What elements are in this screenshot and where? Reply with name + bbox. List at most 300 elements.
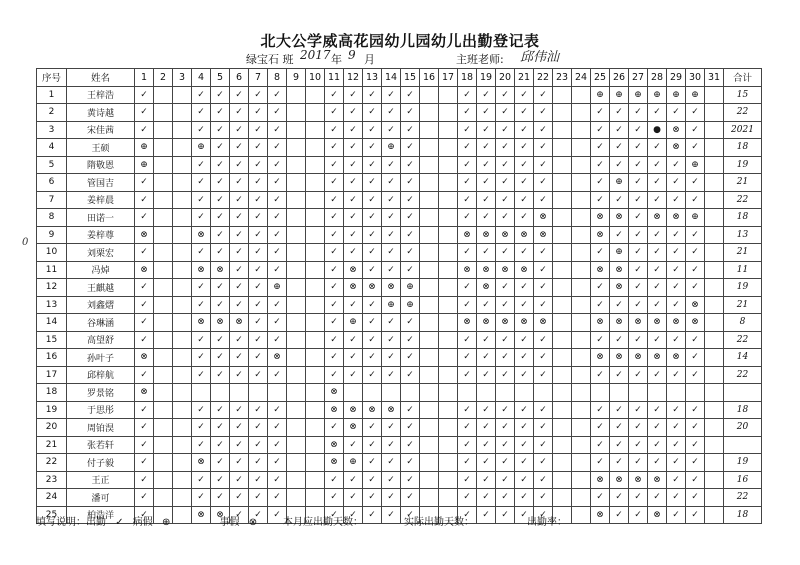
- attendance-mark: ⊗: [667, 121, 686, 139]
- attendance-mark: [572, 104, 591, 122]
- attendance-mark: ✓: [496, 174, 515, 192]
- attendance-mark: ✓: [534, 401, 553, 419]
- attendance-mark: ✓: [249, 366, 268, 384]
- attendance-mark: [306, 436, 325, 454]
- attendance-mark: ✓: [629, 104, 648, 122]
- attendance-mark: [287, 156, 306, 174]
- attendance-mark: ✓: [211, 489, 230, 507]
- attendance-mark: ✓: [363, 209, 382, 227]
- attendance-mark: ✓: [325, 471, 344, 489]
- attendance-mark: [420, 226, 439, 244]
- attendance-mark: ✓: [192, 244, 211, 262]
- attendance-mark: ✓: [249, 121, 268, 139]
- attendance-mark: [439, 314, 458, 332]
- header-row: [37, 69, 762, 87]
- attendance-mark: [306, 296, 325, 314]
- attendance-mark: ⊗: [591, 226, 610, 244]
- attendance-mark: [553, 349, 572, 367]
- header-day-13: 13: [363, 69, 382, 87]
- attendance-mark: [173, 296, 192, 314]
- attendance-mark: ✓: [591, 489, 610, 507]
- attendance-mark: ⊗: [211, 314, 230, 332]
- attendance-mark: [173, 401, 192, 419]
- attendance-mark: ✓: [534, 139, 553, 157]
- attendance-mark: [173, 174, 192, 192]
- attendance-mark: ✓: [268, 296, 287, 314]
- student-name: 宋佳茜: [67, 121, 135, 139]
- attendance-mark: [705, 384, 724, 402]
- attendance-mark: ✓: [249, 104, 268, 122]
- personal-leave-label: 事假: [219, 517, 240, 528]
- attendance-mark: ⊗: [192, 261, 211, 279]
- attendance-mark: ✓: [249, 436, 268, 454]
- attendance-mark: ✓: [211, 121, 230, 139]
- attendance-mark: [173, 191, 192, 209]
- attendance-mark: ✓: [230, 419, 249, 437]
- student-name: 柏浩洋: [67, 506, 135, 524]
- student-name: 孙叶子: [67, 349, 135, 367]
- attendance-mark: ✓: [458, 209, 477, 227]
- attendance-mark: ⊗: [667, 349, 686, 367]
- attendance-mark: ✓: [477, 104, 496, 122]
- attendance-mark: ✓: [458, 471, 477, 489]
- attendance-mark: ✓: [686, 349, 705, 367]
- attendance-mark: ✓: [268, 419, 287, 437]
- attendance-mark: ✓: [667, 419, 686, 437]
- attendance-mark: ✓: [401, 226, 420, 244]
- attendance-mark: ✓: [230, 139, 249, 157]
- attendance-mark: ✓: [135, 209, 154, 227]
- header-day-3: 3: [173, 69, 192, 87]
- attendance-mark: ✓: [401, 366, 420, 384]
- attendance-mark: ✓: [325, 366, 344, 384]
- attendance-mark: [173, 489, 192, 507]
- row-total: [724, 384, 762, 402]
- attendance-mark: ✓: [230, 244, 249, 262]
- attendance-mark: ✓: [458, 104, 477, 122]
- attendance-mark: ✓: [534, 104, 553, 122]
- attendance-mark: [287, 454, 306, 472]
- attendance-mark: ✓: [648, 261, 667, 279]
- attendance-mark: ✓: [610, 139, 629, 157]
- attendance-mark: [572, 244, 591, 262]
- attendance-mark: ✓: [534, 261, 553, 279]
- attendance-mark: ✓: [515, 86, 534, 104]
- attendance-mark: ✓: [477, 191, 496, 209]
- attendance-mark: [553, 261, 572, 279]
- attendance-mark: ✓: [534, 244, 553, 262]
- attendance-mark: ✓: [344, 244, 363, 262]
- attendance-mark: ✓: [211, 419, 230, 437]
- attendance-mark: [287, 349, 306, 367]
- attendance-mark: [154, 349, 173, 367]
- attendance-mark: ⊗: [534, 226, 553, 244]
- attendance-mark: ✓: [325, 296, 344, 314]
- attendance-mark: ✓: [382, 121, 401, 139]
- attendance-mark: ✓: [249, 191, 268, 209]
- attendance-mark: ✓: [667, 401, 686, 419]
- attendance-mark: [173, 331, 192, 349]
- attendance-mark: [572, 156, 591, 174]
- attendance-mark: [705, 139, 724, 157]
- attendance-mark: ✓: [363, 314, 382, 332]
- attendance-mark: ✓: [135, 489, 154, 507]
- attendance-mark: ✓: [629, 139, 648, 157]
- attendance-mark: ⊗: [477, 226, 496, 244]
- attendance-mark: ✓: [135, 506, 154, 524]
- attendance-mark: [420, 244, 439, 262]
- attendance-mark: ✓: [363, 454, 382, 472]
- attendance-mark: ✓: [344, 191, 363, 209]
- attendance-mark: ✓: [629, 436, 648, 454]
- attendance-mark: ✓: [135, 174, 154, 192]
- attendance-mark: ✓: [477, 121, 496, 139]
- row-total: 22: [724, 104, 762, 122]
- attendance-mark: ⊗: [211, 261, 230, 279]
- table-row: [37, 366, 762, 384]
- attendance-mark: ✓: [192, 174, 211, 192]
- attendance-mark: [306, 279, 325, 297]
- attendance-mark: ✓: [534, 471, 553, 489]
- attendance-mark: ✓: [344, 349, 363, 367]
- student-name: 于思彤: [67, 401, 135, 419]
- attendance-mark: ✓: [686, 489, 705, 507]
- attendance-mark: ✓: [249, 506, 268, 524]
- attendance-mark: ✓: [325, 139, 344, 157]
- attendance-mark: ✓: [648, 436, 667, 454]
- attendance-mark: ✓: [268, 174, 287, 192]
- attendance-mark: [154, 279, 173, 297]
- row-number: 9: [37, 226, 67, 244]
- attendance-mark: [572, 226, 591, 244]
- attendance-mark: [306, 104, 325, 122]
- attendance-mark: [439, 226, 458, 244]
- attendance-mark: ⊗: [648, 471, 667, 489]
- attendance-mark: [648, 384, 667, 402]
- attendance-mark: [306, 349, 325, 367]
- attendance-mark: [420, 454, 439, 472]
- attendance-mark: ✓: [534, 489, 553, 507]
- attendance-mark: [705, 506, 724, 524]
- attendance-mark: [287, 191, 306, 209]
- attendance-mark: ✓: [382, 314, 401, 332]
- attendance-mark: ✓: [268, 436, 287, 454]
- attendance-mark: ✓: [249, 139, 268, 157]
- attendance-mark: ✓: [325, 174, 344, 192]
- attendance-mark: [173, 121, 192, 139]
- attendance-mark: ✓: [401, 419, 420, 437]
- page-title: 北大公学威高花园幼儿园幼儿出勤登记表: [260, 32, 540, 50]
- attendance-mark: ✓: [477, 331, 496, 349]
- attendance-mark: ✓: [667, 244, 686, 262]
- attendance-mark: ✓: [686, 366, 705, 384]
- attendance-mark: [173, 436, 192, 454]
- attendance-mark: ✓: [192, 471, 211, 489]
- attendance-mark: ✓: [363, 226, 382, 244]
- attendance-mark: ✓: [211, 471, 230, 489]
- attendance-mark: ⊕: [629, 86, 648, 104]
- attendance-mark: [572, 384, 591, 402]
- attendance-mark: [553, 226, 572, 244]
- row-number: 5: [37, 156, 67, 174]
- attendance-mark: [306, 191, 325, 209]
- attendance-mark: ✓: [458, 349, 477, 367]
- attendance-mark: ✓: [192, 104, 211, 122]
- table-row: [37, 244, 762, 262]
- table-row: [37, 156, 762, 174]
- attendance-mark: [154, 209, 173, 227]
- row-number: 13: [37, 296, 67, 314]
- attendance-mark: ✓: [496, 506, 515, 524]
- attendance-mark: ✓: [496, 209, 515, 227]
- attendance-mark: ⊗: [648, 209, 667, 227]
- attendance-mark: ✓: [458, 489, 477, 507]
- attendance-mark: [705, 471, 724, 489]
- attendance-mark: [439, 279, 458, 297]
- attendance-mark: ✓: [249, 314, 268, 332]
- attendance-mark: [553, 139, 572, 157]
- attendance-mark: ✓: [135, 471, 154, 489]
- attendance-mark: ✓: [667, 174, 686, 192]
- attendance-mark: ✓: [686, 436, 705, 454]
- attendance-mark: [306, 401, 325, 419]
- header-day-7: 7: [249, 69, 268, 87]
- attendance-mark: ✓: [686, 191, 705, 209]
- table-row: [37, 209, 762, 227]
- attendance-mark: ✓: [515, 331, 534, 349]
- attendance-mark: ✓: [268, 86, 287, 104]
- attendance-mark: ⊗: [477, 279, 496, 297]
- attendance-mark: [439, 191, 458, 209]
- attendance-mark: ✓: [135, 244, 154, 262]
- table-row: [37, 401, 762, 419]
- attendance-mark: ✓: [591, 104, 610, 122]
- attendance-mark: ✓: [249, 471, 268, 489]
- attendance-mark: ✓: [496, 139, 515, 157]
- header-day-14: 14: [382, 69, 401, 87]
- attendance-mark: ✓: [192, 296, 211, 314]
- header-day-21: 21: [515, 69, 534, 87]
- attendance-mark: ✓: [192, 279, 211, 297]
- attendance-mark: ✓: [344, 471, 363, 489]
- header-day-2: 2: [154, 69, 173, 87]
- attendance-mark: ✓: [515, 191, 534, 209]
- attendance-mark: ✓: [458, 279, 477, 297]
- attendance-mark: ⊕: [648, 86, 667, 104]
- header-day-26: 26: [610, 69, 629, 87]
- table-row: [37, 436, 762, 454]
- attendance-mark: [154, 174, 173, 192]
- attendance-mark: ✓: [325, 244, 344, 262]
- attendance-mark: ✓: [591, 139, 610, 157]
- row-number: 14: [37, 314, 67, 332]
- attendance-mark: [173, 209, 192, 227]
- attendance-mark: ●: [648, 121, 667, 139]
- attendance-mark: ✓: [515, 489, 534, 507]
- attendance-mark: [154, 471, 173, 489]
- attendance-mark: ✓: [135, 121, 154, 139]
- student-name: 王正: [67, 471, 135, 489]
- attendance-mark: ✓: [249, 209, 268, 227]
- attendance-mark: ⊗: [534, 209, 553, 227]
- attendance-mark: ✓: [591, 419, 610, 437]
- attendance-mark: ✓: [591, 436, 610, 454]
- student-name: 田诺一: [67, 209, 135, 227]
- legend: [36, 513, 263, 528]
- row-total: 19: [724, 454, 762, 472]
- attendance-mark: [173, 419, 192, 437]
- attendance-mark: ⊗: [344, 279, 363, 297]
- expected-days-field: 本月应出勤天数：: [283, 517, 363, 528]
- attendance-mark: ✓: [629, 279, 648, 297]
- attendance-mark: [173, 366, 192, 384]
- attendance-mark: [420, 471, 439, 489]
- attendance-mark: ✓: [477, 139, 496, 157]
- attendance-mark: ✓: [325, 156, 344, 174]
- attendance-mark: ✓: [325, 191, 344, 209]
- attendance-mark: [572, 261, 591, 279]
- row-total: 21: [724, 244, 762, 262]
- attendance-mark: ✓: [496, 191, 515, 209]
- attendance-mark: [705, 86, 724, 104]
- attendance-mark: ✓: [192, 121, 211, 139]
- attendance-mark: ⊗: [591, 314, 610, 332]
- attendance-mark: ✓: [686, 121, 705, 139]
- attendance-mark: ⊗: [382, 401, 401, 419]
- attendance-mark: ✓: [610, 296, 629, 314]
- attendance-mark: ✓: [458, 296, 477, 314]
- attendance-mark: [705, 489, 724, 507]
- table-row: [37, 226, 762, 244]
- attendance-mark: ⊗: [135, 349, 154, 367]
- attendance-mark: ✓: [230, 191, 249, 209]
- header-day-9: 9: [287, 69, 306, 87]
- attendance-mark: ✓: [648, 419, 667, 437]
- attendance-mark: ✓: [211, 279, 230, 297]
- attendance-mark: ✓: [458, 86, 477, 104]
- attendance-mark: ✓: [135, 104, 154, 122]
- attendance-mark: ✓: [496, 86, 515, 104]
- attendance-mark: ✓: [325, 349, 344, 367]
- attendance-mark: ✓: [496, 156, 515, 174]
- attendance-mark: [420, 279, 439, 297]
- attendance-mark: [287, 436, 306, 454]
- table-row: [37, 139, 762, 157]
- attendance-mark: ✓: [534, 506, 553, 524]
- attendance-mark: ⊕: [610, 86, 629, 104]
- attendance-mark: [705, 121, 724, 139]
- attendance-mark: ✓: [515, 506, 534, 524]
- attendance-mark: [705, 296, 724, 314]
- attendance-mark: [154, 296, 173, 314]
- attendance-mark: ✓: [363, 506, 382, 524]
- attendance-mark: ✓: [401, 139, 420, 157]
- attendance-mark: ✓: [610, 156, 629, 174]
- attendance-mark: [306, 489, 325, 507]
- attendance-mark: ✓: [325, 261, 344, 279]
- attendance-mark: ✓: [477, 436, 496, 454]
- attendance-mark: ✓: [325, 226, 344, 244]
- row-number: 22: [37, 454, 67, 472]
- attendance-mark: ✓: [496, 331, 515, 349]
- attendance-mark: ✓: [629, 296, 648, 314]
- attendance-mark: [306, 471, 325, 489]
- attendance-mark: ✓: [686, 471, 705, 489]
- attendance-mark: ⊕: [192, 139, 211, 157]
- attendance-mark: ✓: [610, 436, 629, 454]
- attendance-mark: ✓: [591, 174, 610, 192]
- attendance-mark: ✓: [629, 419, 648, 437]
- attendance-mark: ⊗: [477, 261, 496, 279]
- attendance-mark: ✓: [363, 436, 382, 454]
- attendance-mark: ✓: [534, 419, 553, 437]
- attendance-mark: [439, 436, 458, 454]
- attendance-mark: ✓: [135, 401, 154, 419]
- attendance-mark: [173, 226, 192, 244]
- attendance-mark: ✓: [382, 86, 401, 104]
- attendance-mark: ⊗: [496, 226, 515, 244]
- attendance-mark: [439, 401, 458, 419]
- attendance-mark: [420, 156, 439, 174]
- attendance-mark: ✓: [477, 401, 496, 419]
- attendance-mark: ✓: [477, 419, 496, 437]
- attendance-mark: ✓: [458, 401, 477, 419]
- attendance-mark: [287, 296, 306, 314]
- table-row: [37, 419, 762, 437]
- row-total: 21: [724, 174, 762, 192]
- attendance-mark: ✓: [268, 121, 287, 139]
- personal-leave-icon: ⊗: [248, 517, 258, 528]
- attendance-mark: ✓: [591, 244, 610, 262]
- attendance-mark: [705, 349, 724, 367]
- attendance-mark: ✓: [268, 506, 287, 524]
- attendance-mark: ✓: [230, 366, 249, 384]
- table-row: [37, 331, 762, 349]
- attendance-mark: ⊗: [591, 209, 610, 227]
- attendance-mark: ✓: [230, 349, 249, 367]
- attendance-mark: ✓: [477, 244, 496, 262]
- attendance-mark: [572, 139, 591, 157]
- attendance-mark: ✓: [344, 121, 363, 139]
- attendance-mark: ✓: [515, 366, 534, 384]
- attendance-mark: ✓: [268, 191, 287, 209]
- attendance-mark: ⊗: [192, 506, 211, 524]
- attendance-mark: ✓: [382, 489, 401, 507]
- attendance-mark: ✓: [363, 261, 382, 279]
- attendance-mark: ⊗: [610, 279, 629, 297]
- attendance-mark: ✓: [382, 331, 401, 349]
- attendance-mark: ✓: [458, 331, 477, 349]
- attendance-mark: [439, 489, 458, 507]
- header-day-29: 29: [667, 69, 686, 87]
- attendance-mark: ⊕: [686, 209, 705, 227]
- attendance-mark: ✓: [686, 244, 705, 262]
- attendance-mark: ⊕: [686, 86, 705, 104]
- attendance-mark: [306, 366, 325, 384]
- attendance-mark: [420, 384, 439, 402]
- attendance-mark: [173, 156, 192, 174]
- attendance-mark: [287, 366, 306, 384]
- attendance-mark: [572, 419, 591, 437]
- attendance-mark: [287, 384, 306, 402]
- header-day-12: 12: [344, 69, 363, 87]
- attendance-mark: [306, 156, 325, 174]
- attendance-mark: ✓: [496, 296, 515, 314]
- row-number: 16: [37, 349, 67, 367]
- attendance-mark: ✓: [363, 156, 382, 174]
- attendance-mark: [572, 349, 591, 367]
- attendance-mark: ✓: [230, 226, 249, 244]
